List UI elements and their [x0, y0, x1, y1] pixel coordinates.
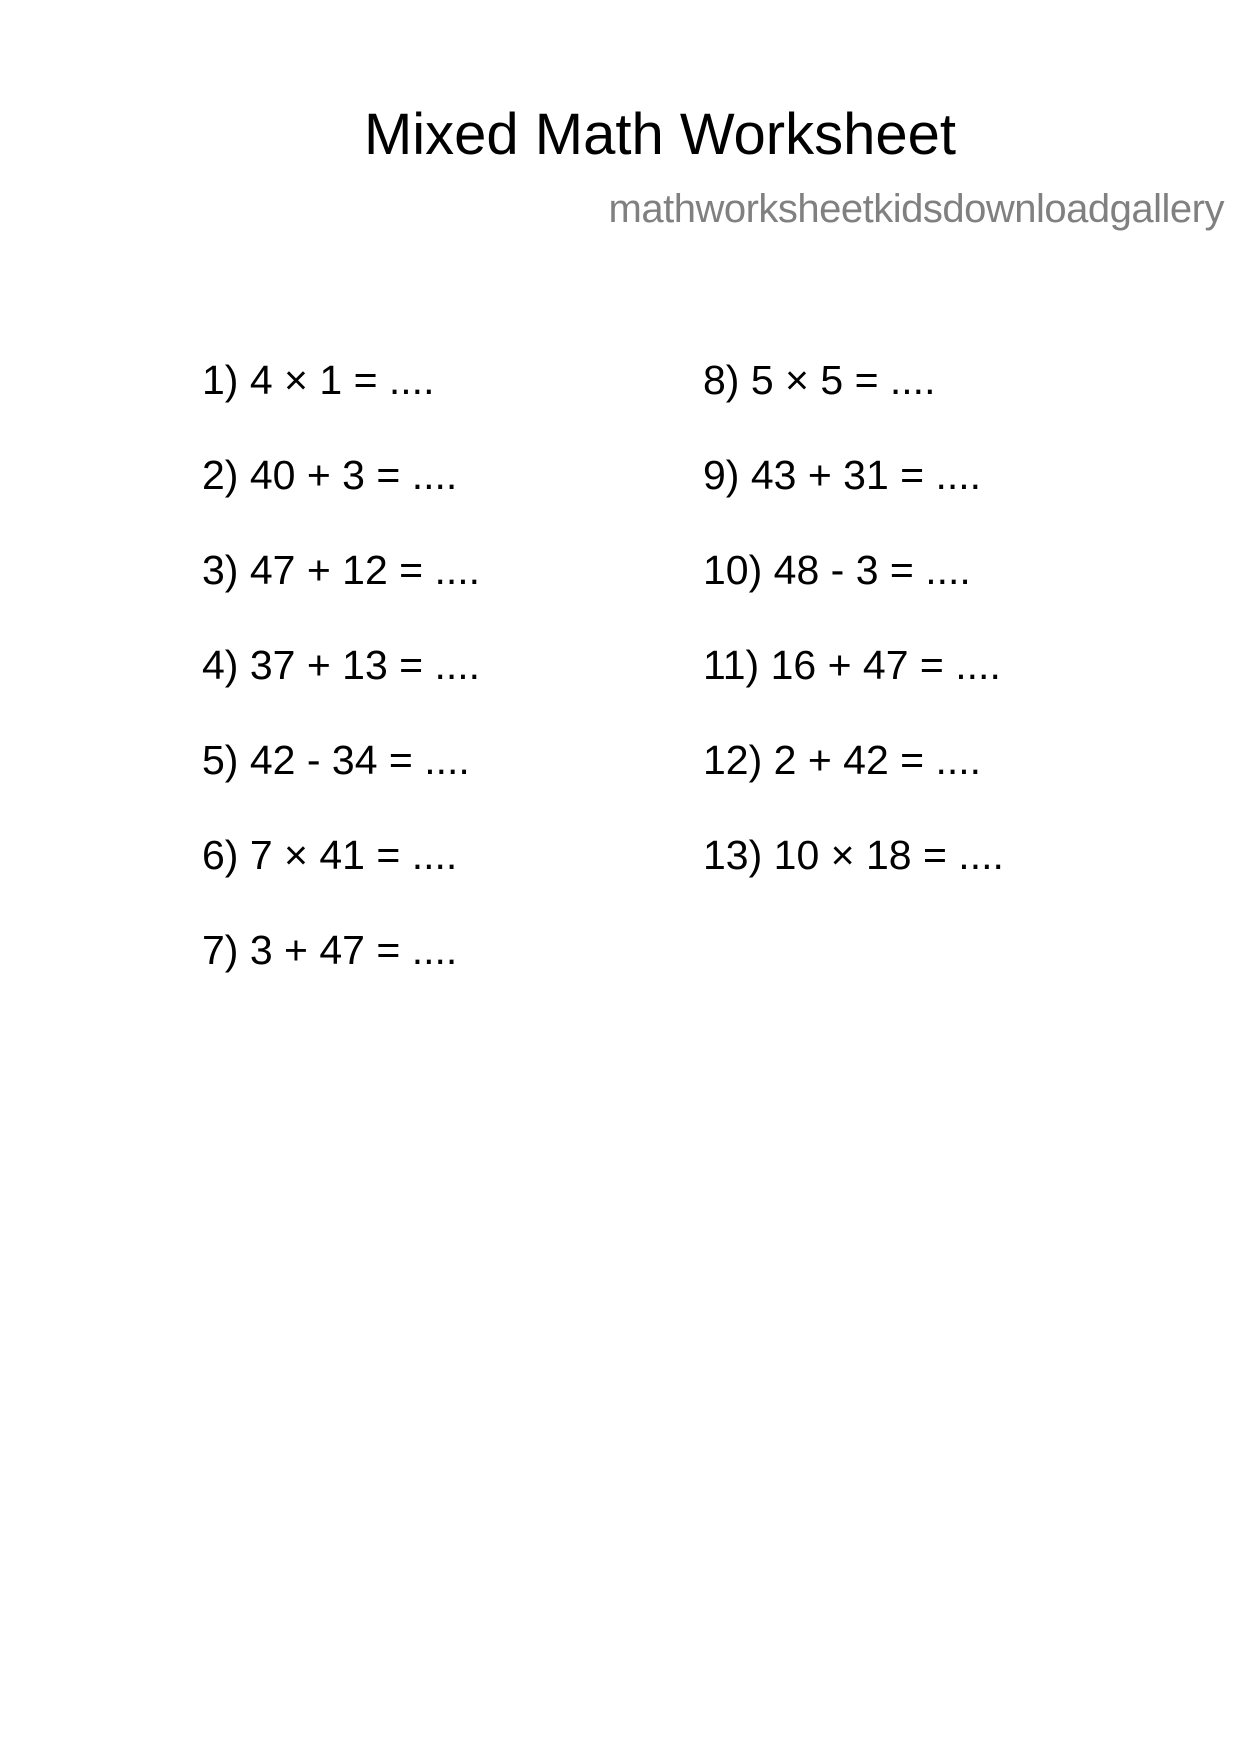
problem-item: 2) 40 + 3 = ....	[202, 452, 458, 498]
problem-item: 6) 7 × 41 = ....	[202, 832, 458, 878]
problem-item: 10) 48 - 3 = ....	[703, 547, 971, 593]
problem-item: 3) 47 + 12 = ....	[202, 547, 481, 593]
problem-item: 13) 10 × 18 = ....	[703, 832, 1004, 878]
problem-column-left	[202, 352, 480, 1017]
watermark-subtitle: mathworksheetkidsdownloadgallery	[608, 187, 1224, 231]
problem-item: 11) 16 + 47 = ....	[703, 642, 1001, 688]
problem-item: 12) 2 + 42 = ....	[703, 737, 982, 783]
problem-item: 1) 4 × 1 = ....	[202, 357, 435, 403]
problem-item: 4) 37 + 13 = ....	[202, 642, 481, 688]
problem-item: 5) 42 - 34 = ....	[202, 737, 470, 783]
problem-item: 8) 5 × 5 = ....	[703, 357, 936, 403]
problem-column-right	[703, 352, 1004, 922]
problem-item: 9) 43 + 31 = ....	[703, 452, 982, 498]
page-title: Mixed Math Worksheet	[363, 102, 957, 167]
problem-item: 7) 3 + 47 = ....	[202, 927, 458, 973]
